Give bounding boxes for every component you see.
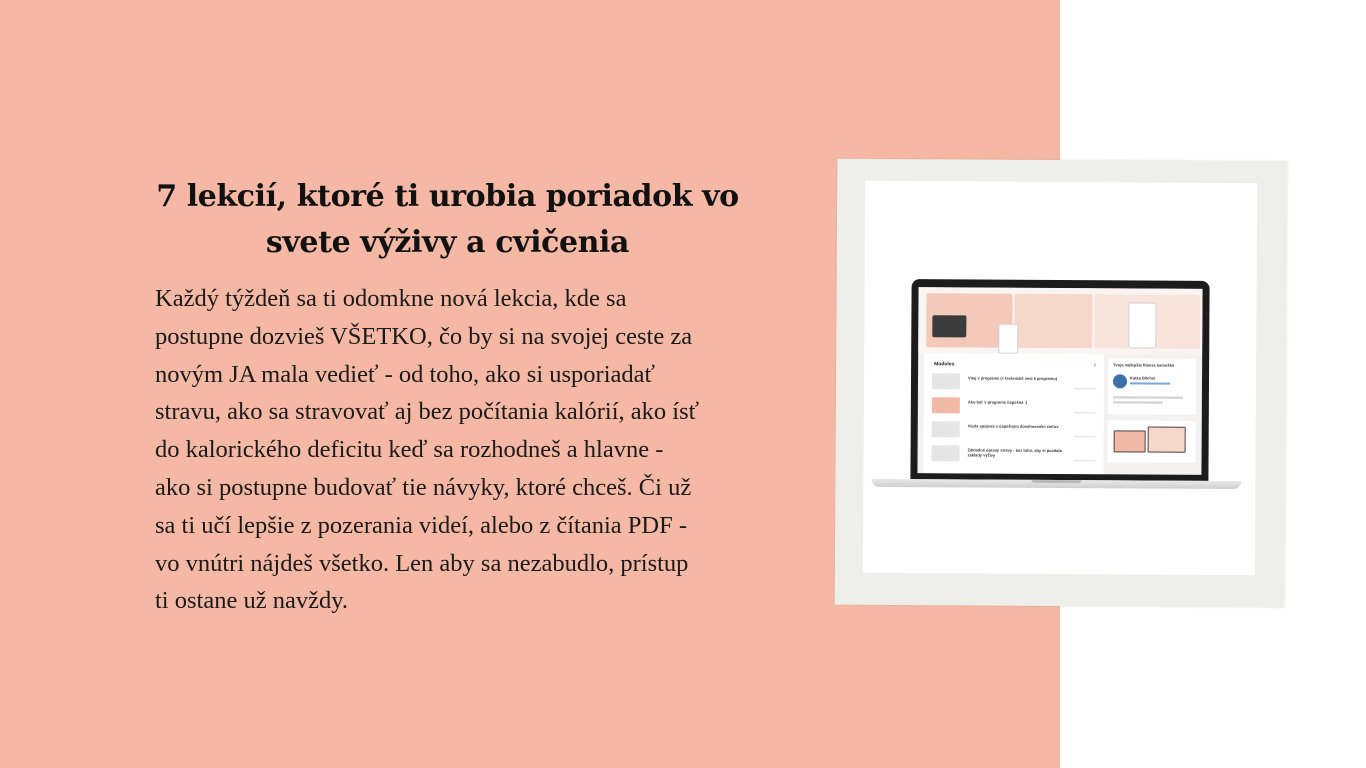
coach-card-title: Tvoja najlepšia fitness kamoška xyxy=(1113,362,1175,368)
list-item xyxy=(932,395,1098,418)
module-label: Vieda spojená s úspešným dosahovaním cieľov xyxy=(967,423,1059,429)
module-thumbnail xyxy=(932,421,960,437)
module-label: Vitaj v programe (+ technické veci k programu) xyxy=(968,375,1058,381)
coach-card xyxy=(1108,358,1196,415)
course-hero-banner xyxy=(918,287,1202,355)
list-item xyxy=(931,443,1097,466)
photo-frame xyxy=(835,159,1288,608)
avatar xyxy=(1113,374,1127,388)
laptop-screen-bezel xyxy=(910,279,1209,481)
module-label: Základné úpravy stravy - bez toho, aby si pocitala základy výživy xyxy=(967,447,1062,458)
modules-title: Modules xyxy=(934,361,955,368)
photo xyxy=(863,181,1257,575)
modules-count: 6 xyxy=(1093,362,1097,368)
description-text: Každý týždeň sa ti odomkne nová lekcia, kde sa postupne dozvieš VŠETKO, čo by si na svojej ceste za novým JA mala vedieť - od toho, ako si usporiadať stravu, ako sa stravovať aj bez počítania kalórií, ako ísť do kalorického deficitu keď sa rozhodneš a hlavne - ako si postupne budovať tie návyky, ktoré chceš. Či už sa ti učí lepšie z pozerania videí, alebo z čítania PDF - vo vnútri nájdeš všetko. Len aby sa nezabudlo, prístup ti ostane už navždy. xyxy=(155,285,700,615)
module-thumbnail xyxy=(932,445,960,461)
module-thumbnail xyxy=(932,373,960,389)
modules-list xyxy=(923,353,1104,474)
module-thumbnail xyxy=(932,397,960,413)
coach-name: Katka Bilcher xyxy=(1130,375,1156,381)
module-label: Ako byť v programe úspešná :) xyxy=(967,399,1028,405)
page-title: 7 lekcií, ktoré ti urobia poriadok vo svete výživy a cvičenia xyxy=(156,179,739,260)
product-card xyxy=(1108,420,1196,463)
course-screenshot xyxy=(917,287,1202,475)
list-item xyxy=(932,419,1098,442)
list-item xyxy=(932,371,1098,394)
